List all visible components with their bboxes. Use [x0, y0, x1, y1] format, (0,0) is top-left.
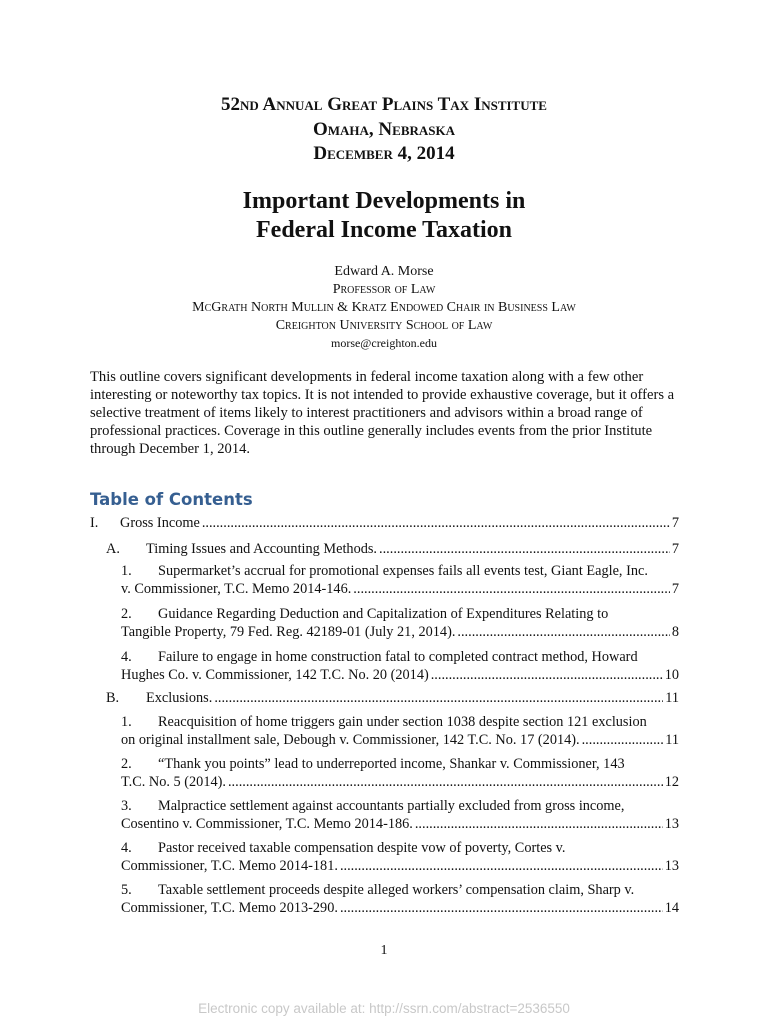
- toc-entry-page: 11: [665, 732, 679, 748]
- institute-date: December 4, 2014: [313, 143, 455, 164]
- toc-leader: [457, 623, 669, 641]
- toc-leader: [202, 514, 670, 532]
- toc-entry-number: I.: [90, 515, 99, 531]
- toc-entry-page: 10: [664, 667, 679, 683]
- toc-entry[interactable]: [121, 797, 679, 833]
- toc-entry-title-cont: Tangible Property, 79 Fed. Reg. 42189-01 (July 21, 2014).: [121, 624, 456, 640]
- toc-entry-title: “Thank you points” lead to underreported income, Shankar v. Commissioner, 143: [158, 756, 625, 772]
- toc-entry-page: 7: [671, 581, 679, 597]
- toc-entry-title: Guidance Regarding Deduction and Capitalization of Expenditures Relating to: [158, 606, 609, 622]
- toc-leader: [228, 773, 663, 791]
- toc-entry-number: 3.: [121, 798, 132, 814]
- toc-entry-title: Taxable settlement proceeds despite alleged workers’ compensation claim, Sharp v.: [158, 882, 635, 898]
- toc-entry-page: 13: [664, 858, 679, 874]
- toc-entry-title-cont: T.C. No. 5 (2014).: [121, 774, 226, 790]
- institute-title: 52nd Annual Great Plains Tax Institute: [221, 94, 547, 115]
- toc-entry-title: Malpractice settlement against accountants partially excluded from gross income,: [158, 798, 625, 814]
- toc-leader: [340, 857, 663, 875]
- author-name: Edward A. Morse: [334, 264, 434, 279]
- intro-paragraph: This outline covers significant developments in federal income taxation along with a few other interesting or noteworthy tax topics. It is not intended to provide exhaustive coverage, but it offers a selective treatment of items likely to interest practitioners and advisors within a broad range of professional practices. Coverage in this outline generally includes events from the prior Institute through December 1, 2014.: [90, 369, 675, 457]
- toc-heading: Table of Contents: [90, 490, 253, 509]
- document-title-line1: Important Developments in: [242, 188, 526, 214]
- toc-entry[interactable]: [90, 514, 679, 532]
- toc-entry-title-cont: on original installment sale, Debough v. Commissioner, 142 T.C. No. 17 (2014).: [121, 732, 580, 748]
- toc-entry-number: 1.: [121, 563, 132, 579]
- toc-entry-page: 7: [671, 541, 679, 557]
- toc-entry-number: 4.: [121, 649, 132, 665]
- toc-entry-title: Supermarket’s accrual for promotional expenses fails all events test, Giant Eagle, Inc.: [158, 563, 648, 579]
- toc-entry[interactable]: [106, 540, 679, 558]
- toc-entry-title-cont: Commissioner, T.C. Memo 2014-181.: [121, 858, 338, 874]
- toc-entry[interactable]: [121, 562, 679, 598]
- toc-entry-number: 1.: [121, 714, 132, 730]
- toc-entry-number: 2.: [121, 606, 132, 622]
- author-chair: McGrath North Mullin & Kratz Endowed Chair in Business Law: [192, 300, 576, 315]
- toc-entry[interactable]: [121, 648, 679, 684]
- toc-entry-number: 4.: [121, 840, 132, 856]
- toc-leader: [340, 899, 663, 917]
- toc-entry-title-cont: Cosentino v. Commissioner, T.C. Memo 2014-186.: [121, 816, 413, 832]
- toc-entry-number: 2.: [121, 756, 132, 772]
- toc-entry[interactable]: [121, 713, 679, 749]
- ssrn-footer-link[interactable]: Electronic copy available at: http://ssrn.com/abstract=2536550: [198, 1001, 570, 1016]
- toc-entry-number: A.: [106, 541, 120, 557]
- toc-entry-page: 13: [664, 816, 679, 832]
- toc-entry-title: Reacquisition of home triggers gain under section 1038 despite section 121 exclusion: [158, 714, 647, 730]
- institute-location: Omaha, Nebraska: [312, 119, 455, 140]
- toc-entry-title-cont: v. Commissioner, T.C. Memo 2014-146.: [121, 581, 352, 597]
- toc-entry-page: 14: [664, 900, 679, 916]
- document-title-line2: Federal Income Taxation: [256, 217, 512, 243]
- toc-leader: [582, 731, 664, 749]
- author-school: Creighton University School of Law: [275, 318, 493, 333]
- toc-leader: [379, 540, 670, 558]
- toc-entry[interactable]: [121, 755, 679, 791]
- toc-entry-page: 7: [671, 515, 679, 531]
- toc-entry[interactable]: [121, 605, 679, 641]
- toc-leader: [214, 689, 663, 707]
- author-email: morse@creighton.edu: [330, 336, 438, 350]
- toc-entry-title: Timing Issues and Accounting Methods.: [146, 541, 378, 557]
- toc-entry-page: 12: [664, 774, 679, 790]
- toc-entry-page: 8: [671, 624, 679, 640]
- toc-leader: [415, 815, 663, 833]
- toc-entry[interactable]: [121, 839, 679, 875]
- toc-entry-number: B.: [106, 690, 120, 706]
- toc-entry-title-cont: Hughes Co. v. Commissioner, 142 T.C. No. 20 (2014): [121, 667, 429, 683]
- toc-entry-title-cont: Commissioner, T.C. Memo 2013-290.: [121, 900, 338, 916]
- toc-entry-number: 5.: [121, 882, 132, 898]
- author-position: Professor of Law: [332, 282, 436, 297]
- toc-entry-title: Pastor received taxable compensation despite vow of poverty, Cortes v.: [158, 840, 566, 856]
- toc-entry[interactable]: [121, 881, 679, 917]
- page-number: 1: [380, 943, 388, 958]
- toc-leader: [431, 666, 663, 684]
- toc-entry-title: Gross Income: [120, 515, 200, 531]
- toc-entry[interactable]: [106, 689, 679, 707]
- toc-entry-page: 11: [665, 690, 679, 706]
- toc-entry-title: Exclusions.: [146, 690, 213, 706]
- toc-entry-title: Failure to engage in home construction fatal to completed contract method, Howard: [158, 649, 638, 665]
- toc-leader: [353, 580, 670, 598]
